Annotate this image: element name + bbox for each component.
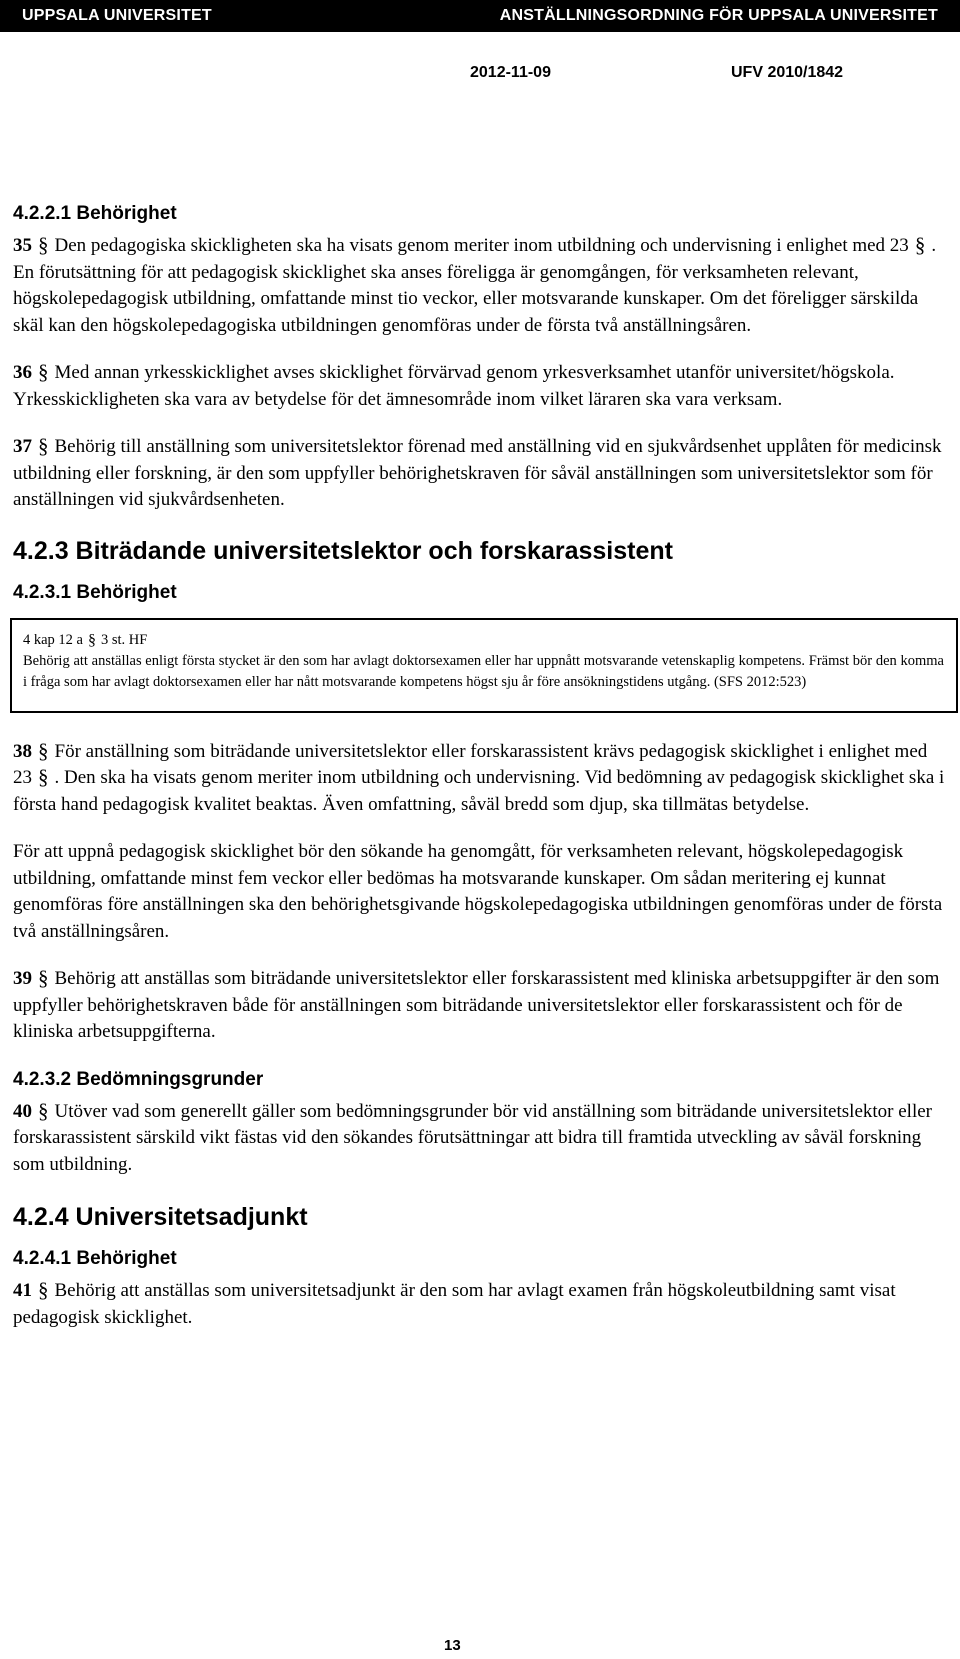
- paragraph-sign-icon: §: [38, 434, 49, 458]
- paragraph-35: 35 § Den pedagogiska skickligheten ska ha visats genom meriter inom utbildning och undervisning i enlighet med 23 § .: [13, 233, 937, 257]
- paragraph-number: 38: [13, 740, 32, 762]
- paragraph-sign-icon: §: [38, 1278, 49, 1302]
- header-doc-title: ANSTÄLLNINGSORDNING FÖR UPPSALA UNIVERSITET: [499, 7, 938, 24]
- law-excerpt-box: [10, 618, 958, 713]
- paragraph-sign-icon: §: [38, 765, 49, 789]
- section-heading-4241: 4.2.4.1 Behörighet: [13, 1248, 177, 1269]
- paragraph-sign-icon: §: [88, 631, 96, 649]
- paragraph-37: 37 § Behörig till anställning som universitetslektor förenad med anställning vid en sjukvårdsenhet upplåten för medicinsk utbildning eller forskning, är den som uppfyller behörighetskraven för såväl anställningen som universitetslektor som för anställningen vid sjukvårdsenheten.: [13, 434, 942, 510]
- paragraph-40: 40 § Utöver vad som generellt gäller som bedömningsgrunder bör vid anställning som biträdande universitetslektor eller forskarassistent särskild vikt fästas vid den sökandes förutsättningar att bidra till framtida utveckling av såväl forskning som utbildning.: [13, 1098, 932, 1175]
- section-heading-4231: 4.2.3.1 Behörighet: [13, 581, 177, 603]
- paragraph-sign-icon: §: [38, 966, 49, 990]
- header-bar: [0, 0, 960, 32]
- section-heading-423: 4.2.3 Biträdande universitetslektor och forskarassistent: [13, 536, 673, 565]
- page-number: 13: [444, 1637, 461, 1654]
- paragraph-number: 40: [13, 1100, 32, 1122]
- law-reference: 4 kap 12 a § 3 st. HF: [23, 631, 148, 649]
- document-body: [13, 203, 948, 1331]
- paragraph-number: 35: [13, 235, 32, 256]
- paragraph-41: 41 § Behörig att anställas som universitetsadjunkt är den som har avlagt examen från högskoleutbildning samt visat pedagogisk skicklighet.: [13, 1278, 896, 1328]
- paragraph-number: 41: [13, 1280, 32, 1301]
- header-ref: UFV 2010/1842: [731, 64, 844, 81]
- paragraph-number: 37: [13, 436, 32, 457]
- paragraph-sign-icon: §: [38, 1098, 49, 1123]
- paragraph-39: 39 § Behörig att anställas som biträdande universitetslektor eller forskarassistent med kliniska arbetsuppgifter är den som uppfyller behörighetskraven både för anställningen som biträdande universitetslektor eller forskarassistent och för de kliniska arbetsuppgifterna.: [13, 966, 940, 1042]
- paragraph-sign-icon: §: [38, 738, 49, 763]
- law-text: Behörig att anställas enligt första stycket är den som har avlagt doktorsexamen eller har uppnått motsvarande vetenskaplig kompetens. Främst bör den komma i fråga som har avlagt doktorsexamen eller har nått motsvarande kompetens högst sju år före ansökningstidens utgång. (SFS 2012:523): [23, 652, 944, 690]
- paragraph-38-continued: För att uppnå pedagogisk skicklighet bör den sökande ha genomgått, för verksamheten relevant, högskolepedagogisk utbildning, omfattande minst fem veckor eller bedömas ha motsvarande kunskaper. Om sådan meritering ej kunnat genomföras före anställningen ska den behörighetsgivande högskolepedagogiska utbildningen genomföras under de första två anställningsåren.: [13, 841, 943, 942]
- paragraph-sign-icon: §: [38, 233, 49, 257]
- section-heading-424: 4.2.4 Universitetsadjunkt: [13, 1203, 308, 1231]
- header-date: 2012-11-09: [470, 64, 551, 81]
- paragraph-35-continued: En förutsättning för att pedagogisk skicklighet ska anses föreligga är genomgången, för verksamheten relevant, högskolepedagogisk utbildning, omfattande minst tio veckor, eller motsvarande kunskaper. Om det föreligger särskilda skäl kan den högskolepedagogiska utbildningen genomföras under de första två anställningsåren.: [13, 261, 919, 336]
- section-heading-4221: 4.2.2.1 Behörighet: [13, 203, 177, 224]
- paragraph-38: 38 § För anställning som biträdande universitetslektor eller forskarassistent krävs pedagogisk skicklighet i enlighet med 23 § . Den ska ha visats genom meriter inom utbildning och undervisning. Vid bedömning av pedagogisk skicklighet ska i första hand pedagogisk kvalitet beaktas. Även omfattning, såväl bredd som djup, ska tillmätas betydelse.: [13, 738, 945, 815]
- paragraph-number: 39: [13, 968, 32, 989]
- section-heading-4232: 4.2.3.2 Bedömningsgrunder: [13, 1068, 264, 1090]
- header-org: UPPSALA UNIVERSITET: [22, 7, 212, 24]
- paragraph-sign-icon: §: [38, 360, 49, 384]
- paragraph-number: 36: [13, 362, 32, 383]
- paragraph-sign-icon: §: [914, 233, 926, 257]
- paragraph-36: 36 § Med annan yrkesskicklighet avses skicklighet förvärvad genom yrkesverksamhet utanför universitet/högskola. Yrkesskickligheten ska vara av betydelse för det ämnesområde inom vilket läraren ska vara verksam.: [13, 360, 895, 410]
